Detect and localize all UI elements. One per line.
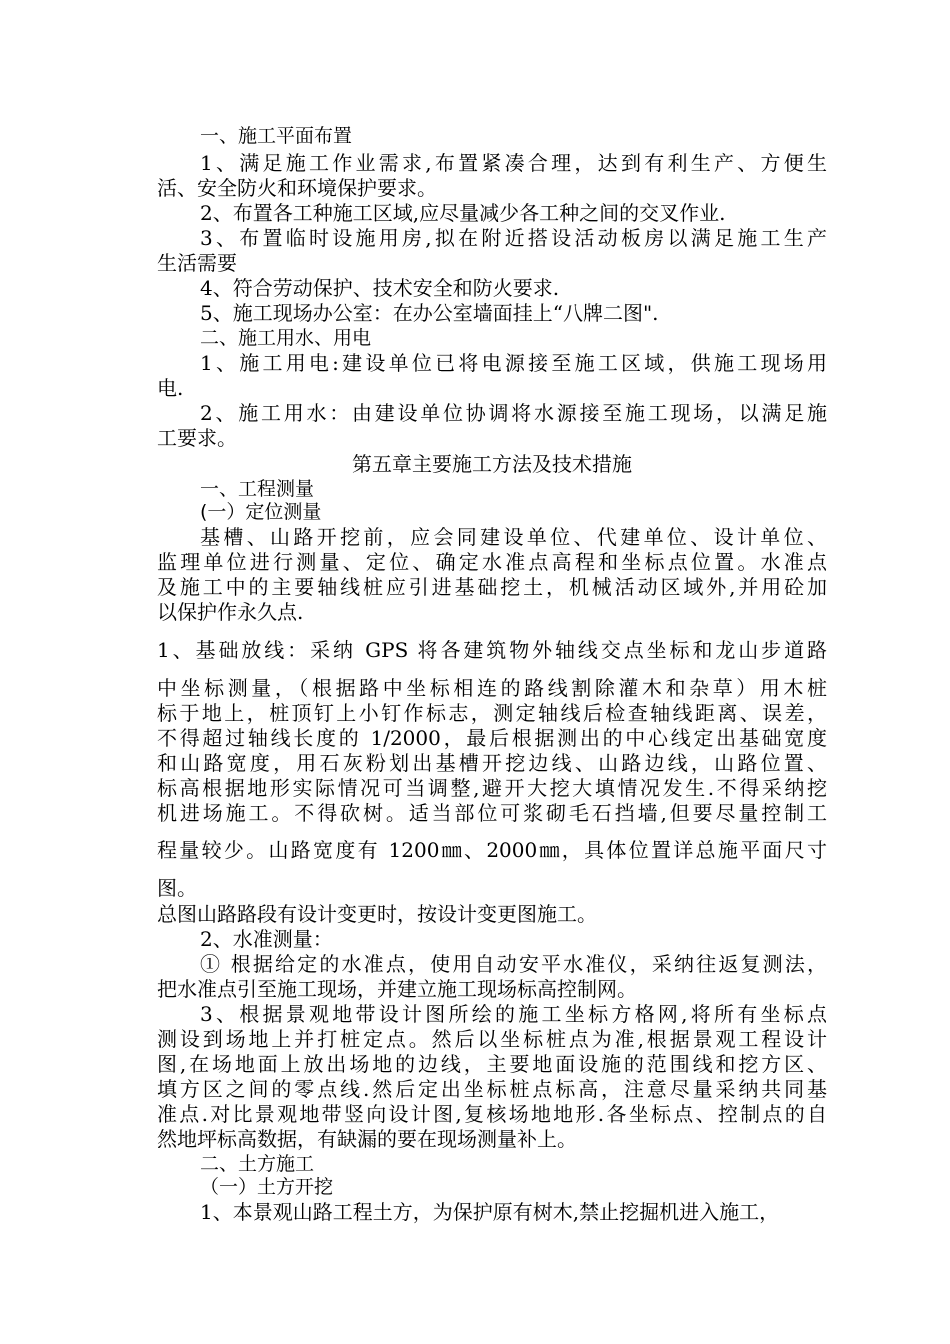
paragraph-line: ① 根据给定的水准点，使用自动安平水准仪，采纳往返复测法， [200,952,827,976]
paragraph-line: 总图山路路段有设计变更时，按设计变更图施工。 [157,902,597,926]
paragraph-line: 中坐标测量，（根据路中坐标相连的路线割除灌木和杂草）用木桩 [157,676,827,700]
paragraph-line: 和山路宽度，用石灰粉划出基槽开挖边线、山路边线，山路位置、 [157,751,827,775]
paragraph-line: 5、施工现场办公室：在办公室墙面挂上“八牌二图". [200,301,659,325]
paragraph-line: 电. [157,376,184,400]
section-heading: 二、土方施工 [200,1153,315,1175]
paragraph-line: 3、根据景观地带设计图所绘的施工坐标方格网,将所有坐标点 [200,1002,827,1026]
paragraph-line: 1、施工用电:建设单位已将电源接至施工区域，供施工现场用 [200,351,827,375]
section-heading: 一、施工平面布置 [200,125,353,147]
paragraph-line: 4、符合劳动保护、技术安全和防火要求. [200,276,560,300]
paragraph-line: 机进场施工。不得砍树。适当部位可浆砌毛石挡墙,但要尽量控制工 [157,801,827,825]
subsection-heading: (一）定位测量 [200,501,322,523]
paragraph-line: 图,在场地面上放出场地的边线，主要地面设施的范围线和挖方区、 [157,1052,827,1076]
paragraph-line: 工要求。 [157,426,237,450]
paragraph-line: 程量较少。山路宽度有 1200㎜、2000㎜，具体位置详总施平面尺寸 [157,838,827,862]
paragraph-line: 2、布置各工种施工区域,应尽量减少各工种之间的交叉作业. [200,201,726,225]
paragraph-line: 然地坪标高数据，有缺漏的要在现场测量补上。 [157,1127,577,1151]
paragraph-line: 准点.对比景观地带竖向设计图,复核场地地形.各坐标点、控制点的自 [157,1102,827,1126]
paragraph-line: 标于地上，桩顶钉上小钉作标志，测定轴线后检查轴线距离、误差， [157,701,827,725]
section-heading: 一、工程测量 [200,478,315,500]
paragraph-line: 填方区之间的零点线.然后定出坐标桩点标高，注意尽量采纳共同基 [157,1077,827,1101]
paragraph-line: 1、满足施工作业需求,布置紧凑合理，达到有利生产、方便生 [200,151,827,175]
paragraph-line: 及施工中的主要轴线桩应引进基础挖土，机械活动区域外,并用砼加 [157,575,827,599]
paragraph-line: 把水准点引至施工现场，并建立施工现场标高控制网。 [157,977,637,1001]
paragraph-line: 1、本景观山路工程土方，为保护原有树木,禁止挖掘机进入施工， [200,1200,780,1224]
paragraph-line: 1、基础放线：采纳 GPS 将各建筑物外轴线交点坐标和龙山步道路 [157,638,827,662]
paragraph-line: 不得超过轴线长度的 1/2000，最后根据测出的中心线定出基础宽度 [157,726,827,750]
chapter-title: 第五章主要施工方法及技术措施 [352,452,632,476]
paragraph-line: 基槽、山路开挖前，应会同建设单位、代建单位、设计单位、 [200,525,827,549]
subsection-heading: （一）土方开挖 [200,1176,334,1198]
paragraph-line: 2、施工用水：由建设单位协调将水源接至施工现场，以满足施 [200,401,827,425]
paragraph-line: 标高根据地形实际情况可当调整,避开大挖大填情况发生.不得采纳挖 [157,776,827,800]
paragraph-line: 生活需要 [157,251,237,275]
paragraph-line: 监理单位进行测量、定位、确定水准点高程和坐标点位置。水准点 [157,550,827,574]
paragraph-line: 测设到场地上并打桩定点。然后以坐标桩点为准,根据景观工程设计 [157,1027,827,1051]
paragraph-line: 图。 [157,876,197,900]
section-heading: 二、施工用水、用电 [200,327,372,349]
paragraph-line: 3、布置临时设施用房,拟在附近搭设活动板房以满足施工生产 [200,226,827,250]
paragraph-line: 2、水准测量： [200,927,333,951]
paragraph-line: 活、安全防火和环境保护要求。 [157,176,437,200]
paragraph-line: 以保护作永久点. [157,600,304,624]
